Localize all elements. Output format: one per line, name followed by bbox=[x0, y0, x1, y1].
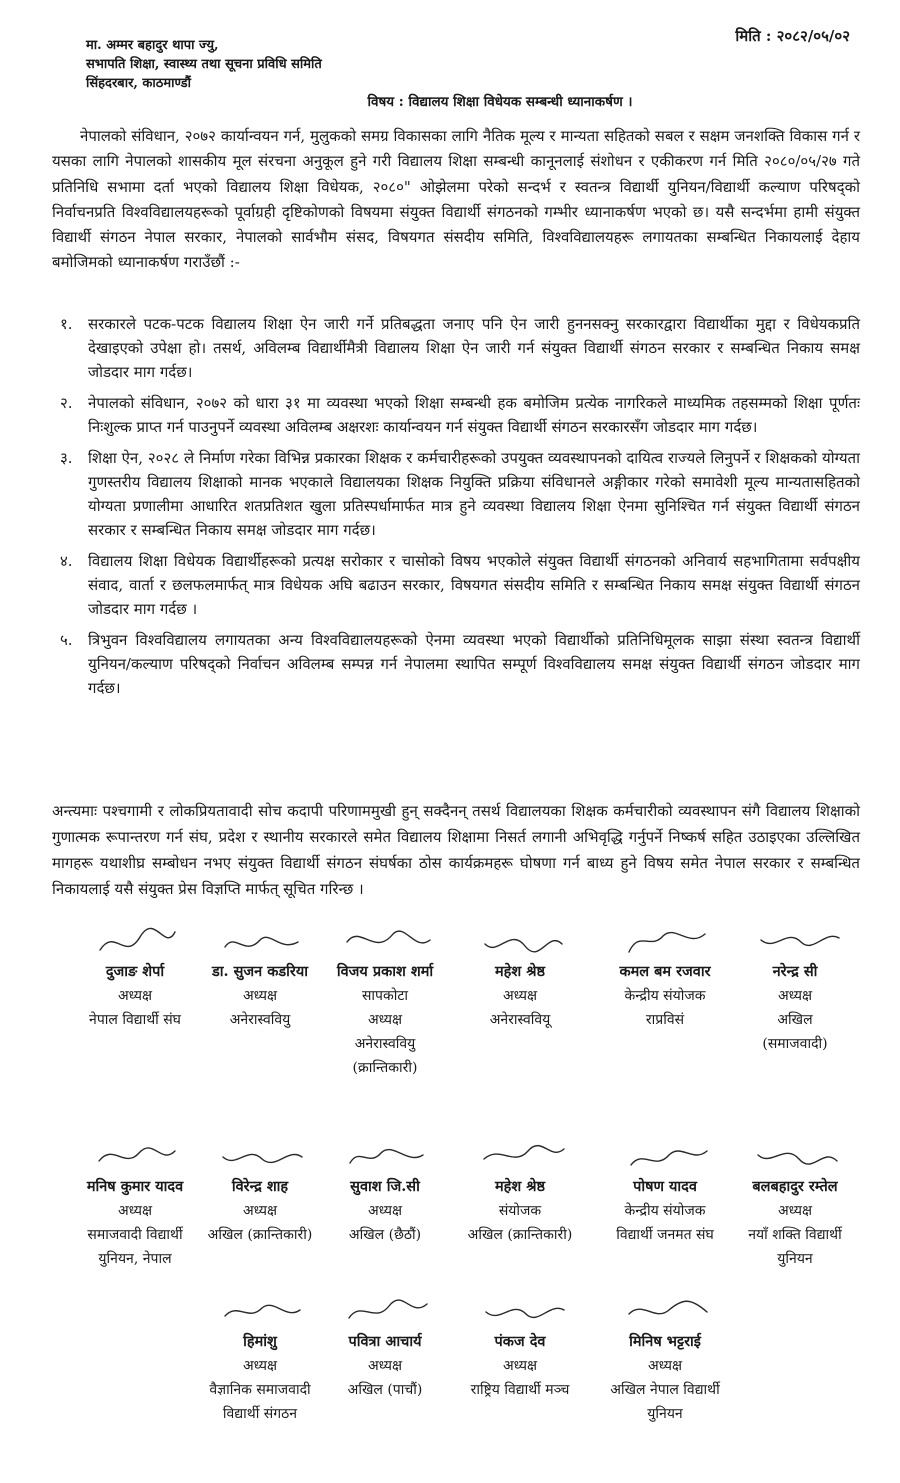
signatory-title-line: युनियन, नेपाल bbox=[98, 1251, 172, 1267]
intro-paragraph: नेपालको संविधान, २०७२ कार्यान्वयन गर्न, मुलुकको समग्र विकासका लागि नैतिक मूल्य र मान्यता सहितको सबल र सक्षम जनशक्ति विकास गर्न र यसका लागि नेपालको शासकीय मूल संरचना अनुकूल हुने गरी विद्यालय शिक्षा सम्बन्धी कानूनलाई संशोधन र एकीकरण गर्न मिति २०८०/०५/२७ गते प्रतिनिधि सभामा दर्ता भएको विद्यालय शिक्षा विधेयक, २०८०" ओझेलमा परेको सन्दर्भ र स्वतन्त्र विद्यार्थी युनियन/विद्यार्थी कल्याण परिषद्को निर्वाचनप्रति विश्वविद्यालयहरूको पूर्वाग्रही दृष्टिकोणको विषयमा संयुक्त विद्यार्थी संगठनको गम्भीर ध्यानाकर्षण भएको छ। यसै सन्दर्भमा हामी संयुक्त विद्यार्थी संगठन नेपाल सरकार, नेपालको सार्वभौम संसद, विषयगत संसदीय समिति, विश्वविद्यालयहरू लगायतका सम्बन्धित निकायलाई देहाय बमोजिमको ध्यानाकर्षण गराउँछौं :- bbox=[52, 127, 860, 272]
demand-item bbox=[60, 391, 860, 439]
signatory-name: महेश श्रेष्ठ bbox=[494, 963, 546, 980]
signatory-title-line: अखिल (छैठौं) bbox=[348, 1227, 422, 1243]
signatory-title-line: अध्यक्ष bbox=[117, 988, 153, 1004]
signature-mark bbox=[445, 1135, 595, 1175]
signatory-title-line: राष्ट्रिय विद्यार्थी मञ्च bbox=[470, 1382, 570, 1398]
signatory-name: मिनिष भट्टराई bbox=[629, 1333, 701, 1350]
signature-mark bbox=[310, 1290, 460, 1330]
signatory-title-line: अध्यक्ष bbox=[777, 988, 813, 1004]
signatory-name: विरेन्द्र शाह bbox=[231, 1178, 289, 1195]
signatory-title-line: विद्यार्थी जनमत संघ bbox=[616, 1227, 714, 1243]
signature-mark bbox=[590, 1135, 740, 1175]
signatory-title-line: अखिल (पाचौं) bbox=[347, 1382, 423, 1398]
date-line: मिति : २०८२/०५/०२ bbox=[735, 27, 850, 45]
signatory-title-line: अखिल (क्रान्तिकारी) bbox=[467, 1227, 573, 1243]
signatory-title-line: केन्द्रीय संयोजक bbox=[624, 1203, 706, 1219]
signatory-title-line: अध्यक्ष bbox=[242, 1203, 278, 1219]
signatory-title-line: संयोजक bbox=[498, 1203, 542, 1219]
signatory-title-line: अध्यक्ष bbox=[242, 988, 278, 1004]
signatory-title-line: सापकोटा bbox=[361, 988, 409, 1004]
demand-text: त्रिभुवन विश्वविद्यालय लगायतका अन्य विश्वविद्यालयहरूको ऐनमा व्यवस्था भएको विद्यार्थीको प्रतिनिधिमूलक साझा संस्था स्वतन्त्र विद्यार्थी युनियन/कल्याण परिषद्को निर्वाचन अविलम्ब सम्पन्न गर्न नेपालमा स्थापित सम्पूर्ण विश्वविद्यालय समक्ष संयुक्त विद्यार्थी संगठन जोडदार माग गर्दछ। bbox=[88, 631, 860, 697]
signatory-title-line: अनेरास्ववियु bbox=[354, 1036, 416, 1052]
demand-number: ५. bbox=[60, 631, 73, 649]
signature-mark bbox=[310, 1135, 460, 1175]
signature-mark bbox=[720, 920, 870, 960]
signatory bbox=[310, 920, 460, 1080]
demand-number: ३. bbox=[60, 449, 73, 467]
recipient-address bbox=[86, 36, 322, 93]
signature-mark bbox=[445, 1290, 595, 1330]
signatory bbox=[445, 1290, 595, 1402]
signatory-name: कमल बम रजवार bbox=[619, 963, 711, 980]
signatory-name: विजय प्रकाश शर्मा bbox=[336, 963, 434, 980]
signatory-name: पोषण यादव bbox=[633, 1178, 697, 1195]
recipient-line: सिंहदरबार, काठमाण्डौं bbox=[86, 76, 191, 91]
signatory bbox=[445, 1135, 595, 1247]
signatory bbox=[590, 1135, 740, 1247]
signatory bbox=[310, 1290, 460, 1402]
signatory-title-line: अखिल bbox=[777, 1012, 813, 1028]
signatory-name: नरेन्द्र सी bbox=[772, 963, 818, 980]
demand-text: शिक्षा ऐन, २०२८ ले निर्माण गरेका विभिन्न प्रकारका शिक्षक र कर्मचारीहरूको उपयुक्त व्यवस्थापनको दायित्व राज्यले लिनुपर्ने र शिक्षकको योग्यता गुणस्तरीय विद्यालय शिक्षाको मानक भएकाले विद्यालयका शिक्षक नियुक्ति प्रक्रिया संविधानले अङ्गीकार गरेको समावेशी मूल्य मान्यतासहितको योग्यता प्रणालीमा आधारित शतप्रतिशत खुला प्रतिस्पर्धामार्फत मात्र हुने व्यवस्था विद्यालय शिक्षा ऐनमा सुनिश्चित गर्न संयुक्त विद्यार्थी संगठन सरकार र सम्बन्धित निकाय समक्ष जोडदार माग गर्दछ। bbox=[88, 449, 860, 539]
signatory-title-line: राप्रविसं bbox=[645, 1012, 685, 1028]
signatory bbox=[590, 1290, 740, 1426]
signatory-title-line: अध्यक्ष bbox=[367, 1012, 403, 1028]
signatory-title-line: अध्यक्ष bbox=[367, 1358, 403, 1374]
closing-paragraph: अन्त्यमाः पश्चगामी र लोकप्रियतावादी सोच कदापी परिणाममुखी हुन् सक्दैनन् तसर्थ विद्यालयका शिक्षक कर्मचारीको व्यवस्थापन संगै विद्यालय शिक्षाको गुणात्मक रूपान्तरण गर्न संघ, प्रदेश र स्थानीय सरकारले समेत विद्यालय शिक्षामा निसर्त लगानी अभिवृद्धि गर्नुपर्ने निष्कर्ष सहित उठाइएका उल्लिखित मागहरू यथाशीघ्र सम्बोधन नभए संयुक्त विद्यार्थी संगठन संघर्षका ठोस कार्यक्रमहरू घोषणा गर्न बाध्य हुने विषय समेत नेपाल सरकार र सम्बन्धित निकायलाई यसै संयुक्त प्रेस विज्ञप्ति मार्फत् सूचित गरिन्छ । bbox=[52, 802, 860, 898]
signatory-name: सुवाश जि.सी bbox=[350, 1178, 420, 1195]
demand-item bbox=[60, 446, 860, 542]
signatory-title-line: युनियन bbox=[777, 1251, 813, 1267]
signatory-name: दुजाङ शेर्पा bbox=[105, 963, 165, 980]
signatory-title-line: केन्द्रीय संयोजक bbox=[624, 988, 706, 1004]
signatory-title-line: विद्यार्थी संगठन bbox=[222, 1406, 298, 1422]
signature-mark bbox=[720, 1135, 870, 1175]
signatory bbox=[720, 920, 870, 1056]
signatory-title-line: नयाँ शक्ति विद्यार्थी bbox=[748, 1227, 842, 1243]
signatory-title-line: (क्रान्तिकारी) bbox=[352, 1060, 418, 1076]
signatory bbox=[445, 920, 595, 1032]
signatory-title-line: अध्यक्ष bbox=[647, 1358, 683, 1374]
signatory-name: पवित्रा आचार्य bbox=[348, 1333, 422, 1350]
signatory-title-line: अध्यक्ष bbox=[367, 1203, 403, 1219]
signatory-title-line: अध्यक्ष bbox=[117, 1203, 153, 1219]
signatory-title-line: अध्यक्ष bbox=[502, 1358, 538, 1374]
signature-mark bbox=[445, 920, 595, 960]
signature-mark bbox=[590, 1290, 740, 1330]
signatory-name: हिमांशु bbox=[243, 1333, 277, 1350]
signatory-title-line: युनियन bbox=[647, 1406, 683, 1422]
demand-number: ४. bbox=[60, 552, 73, 570]
demand-text: विद्यालय शिक्षा विधेयक विद्यार्थीहरूको प्रत्यक्ष सरोकार र चासोको विषय भएकोले संयुक्त विद्यार्थी संगठनको अनिवार्य सहभागितामा सर्वपक्षीय संवाद, वार्ता र छलफलमार्फत् मात्र विधेयक अघि बढाउन सरकार, विषयगत संसदीय समिति र सम्बन्धित निकाय समक्ष संयुक्त विद्यार्थी संगठन जोडदार माग गर्दछ । bbox=[88, 552, 860, 618]
signatory bbox=[310, 1135, 460, 1247]
signatory-title-line: अध्यक्ष bbox=[777, 1203, 813, 1219]
recipient-line: मा. अम्मर बहादुर थापा ज्यु, bbox=[86, 38, 219, 53]
signatory bbox=[590, 920, 740, 1032]
signature-mark bbox=[590, 920, 740, 960]
signatory-title-line: अनेरास्ववियू bbox=[489, 1012, 551, 1028]
demand-item bbox=[60, 628, 860, 700]
subject-line: विषय : विद्यालय शिक्षा विधेयक सम्बन्धी ध्यानाकर्षण । bbox=[367, 94, 633, 110]
signatory-title-line: (समाजवादी) bbox=[762, 1036, 828, 1052]
signatory-title-line: नेपाल विद्यार्थी संघ bbox=[89, 1012, 181, 1028]
signatory-title-line: वैज्ञानिक समाजवादी bbox=[209, 1382, 311, 1398]
demand-number: १. bbox=[60, 315, 73, 333]
demand-item bbox=[60, 549, 860, 621]
signatory-title-line: अध्यक्ष bbox=[502, 988, 538, 1004]
signatory-title-line: अखिल नेपाल विद्यार्थी bbox=[610, 1382, 720, 1398]
recipient-line: सभापति शिक्षा, स्वास्थ्य तथा सूचना प्रविधि समिति bbox=[86, 57, 322, 72]
signatory-name: मनिष कुमार यादव bbox=[86, 1178, 184, 1195]
signature-mark bbox=[310, 920, 460, 960]
demands-list bbox=[60, 312, 860, 707]
signatory-name: डा. सुजन कडरिया bbox=[211, 963, 308, 980]
signatory-name: बलबहादुर रम्तेल bbox=[752, 1178, 838, 1195]
signatory bbox=[720, 1135, 870, 1271]
demand-text: नेपालको संविधान, २०७२ को धारा ३१ मा व्यवस्था भएको शिक्षा सम्बन्धी हक बमोजिम प्रत्येक नागरिकले माध्यमिक तहसम्मको शिक्षा पूर्णतः निःशुल्क प्राप्त गर्न पाउनुपर्ने व्यवस्था अविलम्ब अक्षरशः कार्यान्वयन गर्न संयुक्त विद्यार्थी संगठन सरकारसँग जोडदार माग गर्दछ। bbox=[88, 394, 860, 436]
demand-item bbox=[60, 312, 860, 384]
signatory-title-line: अनेरास्ववियु bbox=[229, 1012, 291, 1028]
signatory-title-line: समाजवादी विद्यार्थी bbox=[87, 1227, 183, 1243]
signatory-name: महेश श्रेष्ठ bbox=[494, 1178, 546, 1195]
signatory-name: पंकज देव bbox=[494, 1333, 546, 1350]
signatory-title-line: अखिल (क्रान्तिकारी) bbox=[207, 1227, 313, 1243]
demand-number: २. bbox=[60, 394, 73, 412]
signatory-title-line: अध्यक्ष bbox=[242, 1358, 278, 1374]
demand-text: सरकारले पटक-पटक विद्यालय शिक्षा ऐन जारी गर्ने प्रतिबद्धता जनाए पनि ऐन जारी हुननसक्नु सरकारद्वारा विद्यार्थीका मुद्दा र विधेयकप्रति देखाइएको उपेक्षा हो। तसर्थ, अविलम्ब विद्यार्थीमैत्री विद्यालय शिक्षा ऐन जारी गर्न संयुक्त विद्यार्थी संगठन सरकार र सम्बन्धित निकाय समक्ष जोडदार माग गर्दछ। bbox=[88, 315, 860, 381]
